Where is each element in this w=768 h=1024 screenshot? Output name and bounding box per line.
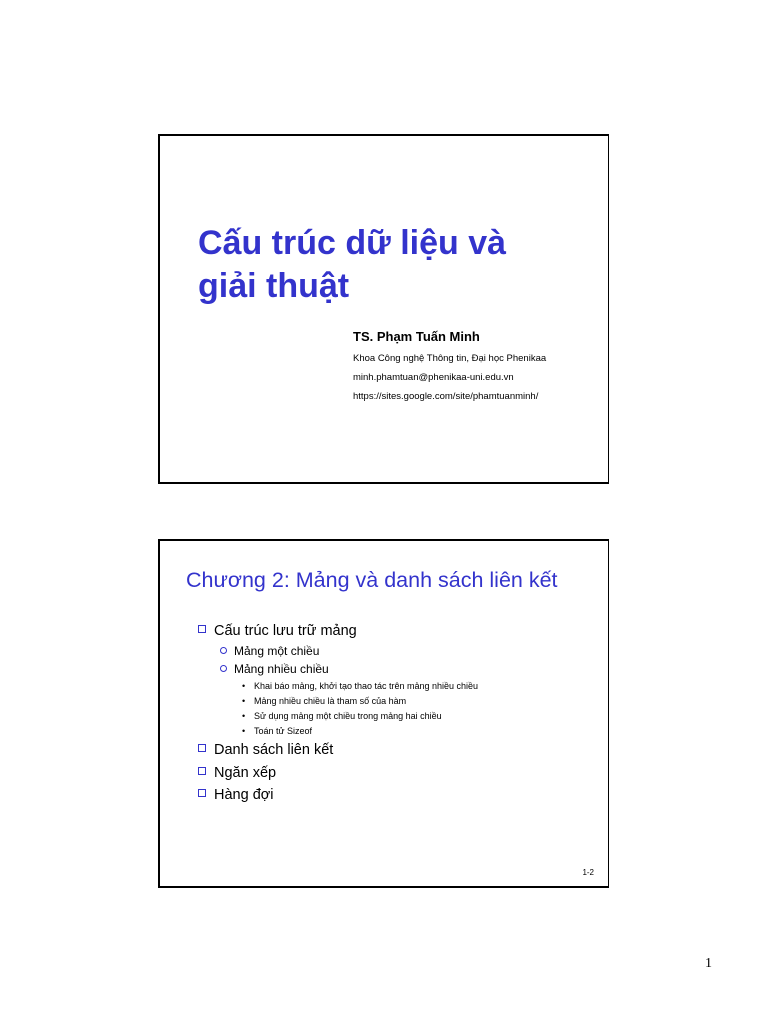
ring-bullet-icon bbox=[220, 665, 227, 672]
author-affiliation: Khoa Công nghệ Thông tin, Đại học Phenikaa bbox=[353, 353, 547, 364]
square-bullet-icon bbox=[198, 767, 206, 775]
author-name: TS. Phạm Tuấn Minh bbox=[353, 329, 480, 344]
dot-bullet-icon: • bbox=[242, 696, 246, 706]
bullet-label: Cấu trúc lưu trữ mảng bbox=[214, 623, 357, 639]
sub-sub-bullet-item bbox=[242, 711, 442, 721]
sub-sub-bullet-item bbox=[242, 681, 478, 691]
slide-number: 1-2 bbox=[582, 868, 594, 877]
sub-sub-bullet-label: Mảng nhiều chiều là tham số của hàm bbox=[254, 696, 407, 706]
page-number: 1 bbox=[705, 956, 712, 971]
sub-bullet-item bbox=[220, 644, 319, 658]
title-line-2: giải thuật bbox=[198, 267, 350, 305]
sub-sub-bullet-label: Toán tử Sizeof bbox=[254, 726, 313, 736]
author-website: https://sites.google.com/site/phamtuanminh/ bbox=[353, 391, 539, 402]
slide-title bbox=[198, 222, 598, 308]
bullet-label: Danh sách liên kết bbox=[214, 742, 334, 758]
author-email: minh.phamtuan@phenikaa-uni.edu.vn bbox=[353, 372, 514, 383]
outline-slide bbox=[158, 539, 609, 888]
author-block bbox=[353, 329, 546, 410]
square-bullet-icon bbox=[198, 744, 206, 752]
sub-bullet-label: Mảng một chiều bbox=[234, 644, 320, 658]
bullet-item bbox=[198, 765, 276, 781]
dot-bullet-icon: • bbox=[242, 681, 246, 691]
bullet-item bbox=[198, 742, 333, 758]
bullet-item bbox=[198, 787, 274, 803]
dot-bullet-icon: • bbox=[242, 726, 246, 736]
ring-bullet-icon bbox=[220, 647, 227, 654]
dot-bullet-icon: • bbox=[242, 711, 246, 721]
title-line-1: Cấu trúc dữ liệu và bbox=[198, 224, 507, 262]
sub-sub-bullet-label: Sử dụng mảng một chiều trong mảng hai chiều bbox=[254, 711, 442, 721]
square-bullet-icon bbox=[198, 789, 206, 797]
bullet-label: Ngăn xếp bbox=[214, 765, 277, 781]
slide-title: Chương 2: Mảng và danh sách liên kết bbox=[186, 568, 558, 592]
square-bullet-icon bbox=[198, 625, 206, 633]
bullet-label: Hàng đợi bbox=[214, 787, 274, 803]
sub-bullet-item bbox=[220, 662, 329, 676]
sub-sub-bullet-label: Khai báo mảng, khởi tạo thao tác trên mảng nhiều chiều bbox=[254, 681, 479, 691]
sub-sub-bullet-item bbox=[242, 696, 406, 706]
sub-bullet-label: Mảng nhiều chiều bbox=[234, 662, 329, 676]
sub-sub-bullet-item bbox=[242, 726, 312, 736]
title-slide bbox=[158, 134, 609, 484]
bullet-item bbox=[198, 623, 357, 639]
